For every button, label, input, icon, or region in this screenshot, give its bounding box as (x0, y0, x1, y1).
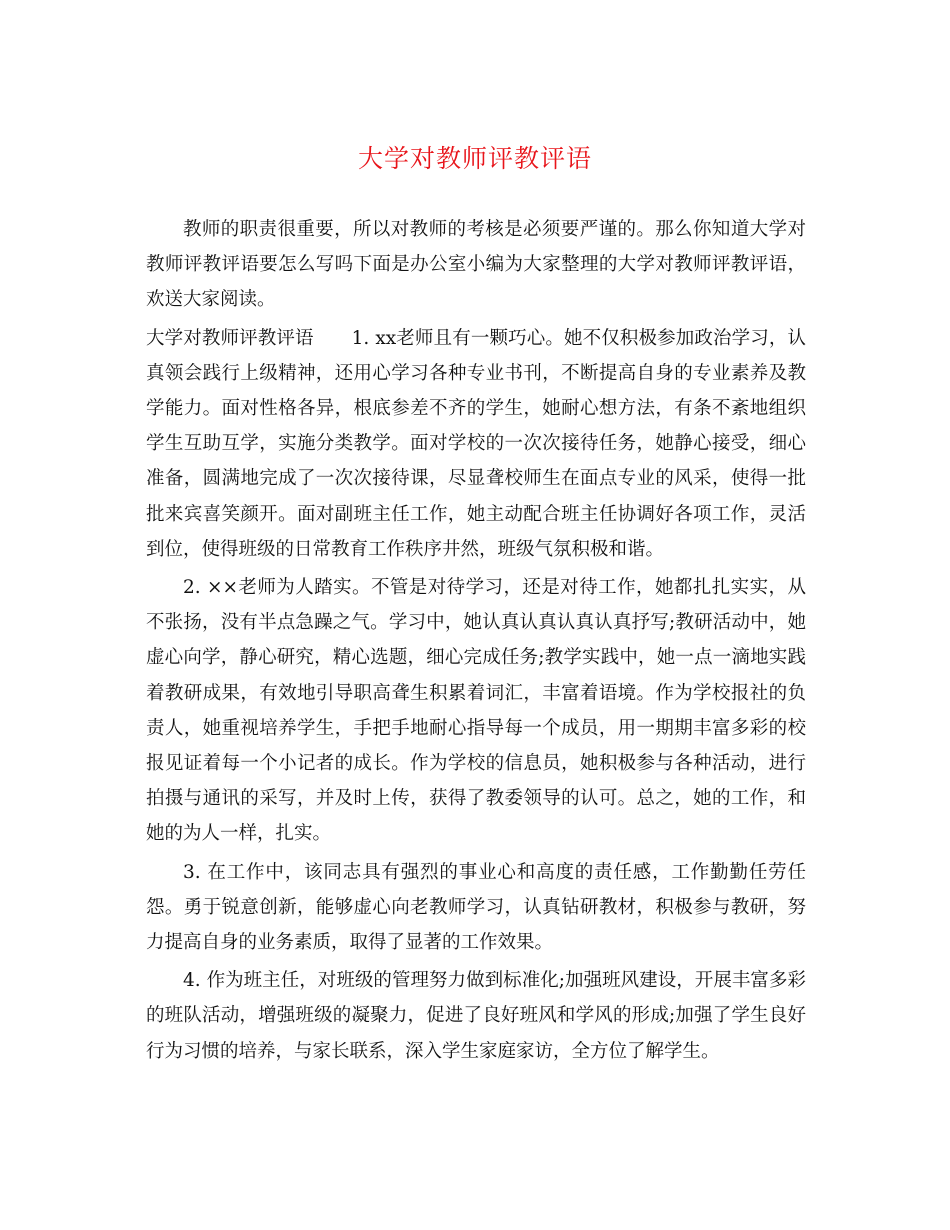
document-body (146, 212, 806, 1072)
document-title: 大学对教师评教评语 (357, 144, 592, 173)
intro-paragraph: 教师的职责很重要，所以对教师的考核是必须要严谨的。那么你知道大学对教师评教评语要怎么写吗下面是办公室小编为大家整理的大学对教师评教评语，欢送大家阅读。 (146, 219, 806, 311)
item-paragraph-3: 3. 在工作中，该同志具有强烈的事业心和高度的责任感，工作勤勤任劳任怨。勇于锐意创新，能够虚心向老教师学习，认真钻研教材，积极参与教研，努力提高自身的业务素质，取得了显著的工作效果。 (146, 861, 806, 954)
item-paragraph-4: 4. 作为班主任，对班级的管理努力做到标准化;加强班风建设，开展丰富多彩的班队活动，增强班级的凝聚力，促进了良好班风和学风的形成;加强了学生良好行为习惯的培养，与家长联系，深入学生家庭家访，全方位了解学生。 (146, 970, 806, 1062)
item-text-1: 1. xx老师且有一颗巧心。她不仅积极参加政治学习，认真领会践行上级精神，还用心学习各种专业书刊，不断提高自身的专业素养及教学能力。面对性格各异，根底参差不齐的学生，她耐心想方法，有条不紊地组织学生互助互学，实施分类教学。面对学校的一次次接待任务，她静心接受，细心准备，圆满地完成了一次次接待课，尽显聋校师生在面点专业的风采，使得一批批来宾喜笑颜开。面对副班主任工作，她主动配合班主任协调好各项工作，灵活到位，使得班级的日常教育工作秩序井然，班级气氛积极和谐。 (146, 327, 806, 560)
item-paragraph-1 (146, 321, 806, 567)
section-label: 大学对教师评教评语 (146, 327, 314, 349)
item-paragraph-2: 2. ××老师为人踏实。不管是对待学习，还是对待工作，她都扎扎实实，从不张扬，没有半点急躁之气。学习中，她认真认真认真认真抒写;教研活动中，她虚心向学，静心研究，精心选题，细心完成任务;教学实践中，她一点一滴地实践着教研成果，有效地引导职高聋生积累着词汇，丰富着语境。作为学校报社的负责人，她重视培养学生，手把手地耐心指导每一个成员，用一期期丰富多彩的校报见证着每一个小记者的成长。作为学校的信息员，她积极参与各种活动，进行拍摄与通讯的采写，并及时上传，获得了教委领导的认可。总之，她的工作，和她的为人一样，扎实。 (146, 577, 806, 845)
